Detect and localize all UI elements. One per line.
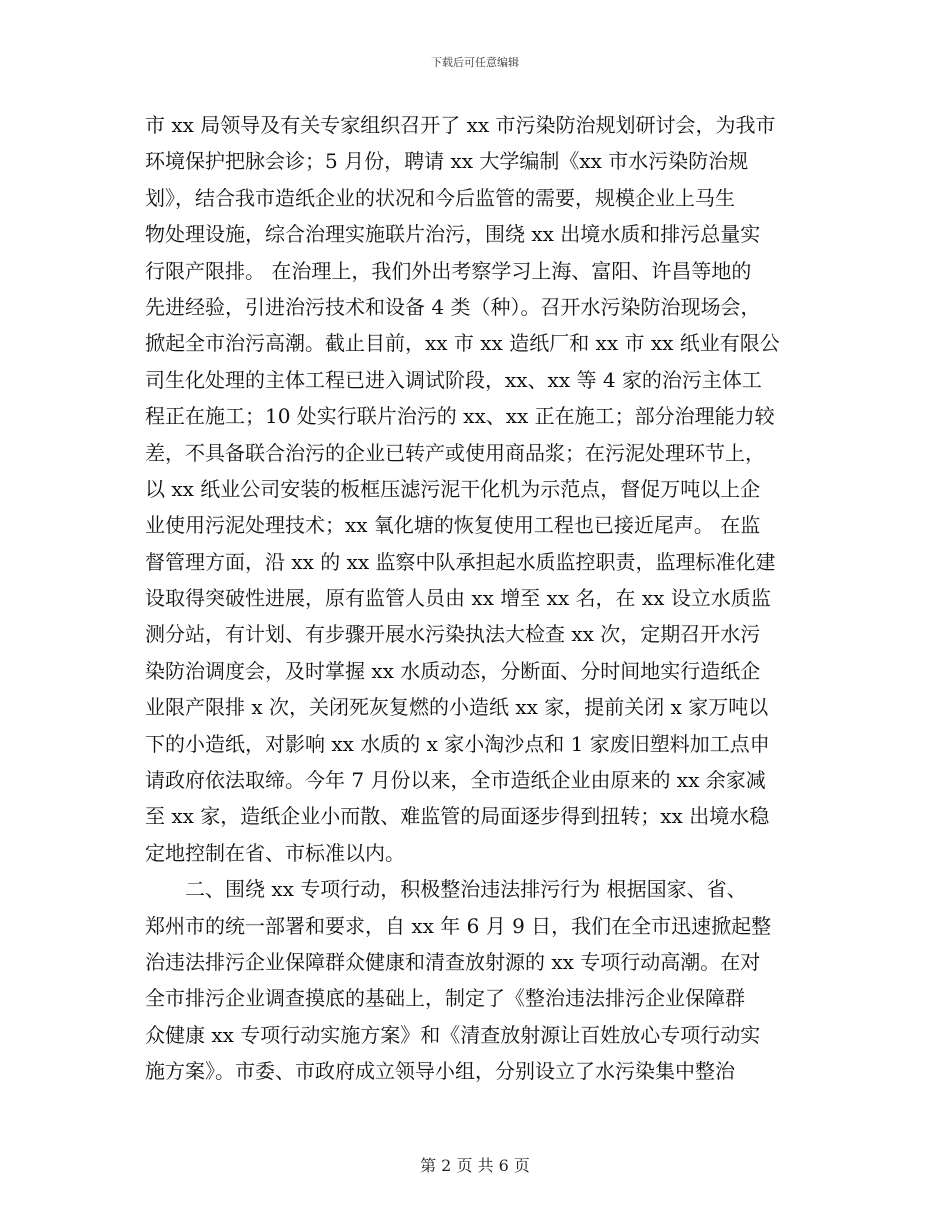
text-line: 业使用污泥处理技术；xx 氧化塘的恢复使用工程也已接近尾声。 在监 bbox=[145, 513, 761, 538]
text-line: 划》，结合我市造纸企业的状况和今后监管的需要，规模企业上马生 bbox=[145, 185, 735, 210]
text-line: 定地控制在省、市标准以内。 bbox=[145, 840, 405, 865]
text-line: 差，不具备联合治污的企业已转产或使用商品浆；在污泥处理环节上， bbox=[145, 440, 765, 465]
text-line: 程正在施工；10 处实行联片治污的 xx、xx 正在施工；部分治理能力较 bbox=[145, 404, 775, 429]
text-line: 治违法排污企业保障群众健康和清查放射源的 xx 专项行动高潮。在对 bbox=[145, 949, 761, 974]
text-line: 下的小造纸，对影响 xx 水质的 x 家小淘沙点和 1 家废旧塑料加工点申 bbox=[145, 731, 770, 756]
text-line: 先进经验，引进治污技术和设备 4 类（种）。召开水污染防治现场会， bbox=[145, 294, 761, 319]
text-line: 二、围绕 xx 专项行动，积极整治违法排污行为 根据国家、省、 bbox=[145, 877, 747, 902]
page-footer: 第 2 页 共 6 页 bbox=[420, 1156, 530, 1175]
text-line: 全市排污企业调查摸底的基础上，制定了《整治违法排污企业保障群 bbox=[145, 986, 745, 1011]
text-line: 测分站，有计划、有步骤开展水污染执法大检查 xx 次，定期召开水污 bbox=[145, 622, 761, 647]
text-line: 请政府依法取缔。今年 7 月份以来，全市造纸企业由原来的 xx 余家减 bbox=[145, 768, 766, 793]
text-line: 业限产限排 x 次，关闭死灰复燃的小造纸 xx 家，提前关闭 x 家万吨以 bbox=[145, 695, 769, 720]
text-line: 司生化处理的主体工程已进入调试阶段，xx、xx 等 4 家的治污主体工 bbox=[145, 367, 762, 392]
text-line: 郑州市的统一部署和要求，自 xx 年 6 月 9 日，我们在全市迅速掀起整 bbox=[145, 913, 772, 938]
text-line: 染防治调度会，及时掌握 xx 水质动态，分断面、分时间地实行造纸企 bbox=[145, 658, 761, 683]
text-line: 掀起全市治污高潮。截止目前，xx 市 xx 造纸厂和 xx 市 xx 纸业有限公 bbox=[145, 331, 780, 356]
text-line: 众健康 xx 专项行动实施方案》和《清查放射源让百姓放心专项行动实 bbox=[145, 1022, 761, 1047]
header-note: 下载后可任意编辑 bbox=[431, 56, 519, 69]
text-line: 施方案》。市委、市政府成立领导小组，分别设立了水污染集中整治 bbox=[145, 1059, 735, 1084]
text-line: 物处理设施，综合治理实施联片治污，围绕 xx 出境水质和排污总量实 bbox=[145, 222, 761, 247]
text-line: 督管理方面，沿 xx 的 xx 监察中队承担起水质监控职责，监理标准化建 bbox=[145, 549, 776, 574]
body-text bbox=[145, 107, 810, 1090]
text-line: 以 xx 纸业公司安装的板框压滤污泥干化机为示范点，督促万吨以上企 bbox=[145, 476, 761, 501]
text-line: 环境保护把脉会诊；5 月份，聘请 xx 大学编制《xx 市水污染防治规 bbox=[145, 149, 749, 174]
text-line: 至 xx 家，造纸企业小而散、难监管的局面逐步得到扭转；xx 出境水稳 bbox=[145, 804, 770, 829]
text-line: 市 xx 局领导及有关专家组织召开了 xx 市污染防治规划研讨会，为我市 bbox=[145, 113, 776, 137]
text-line: 设取得突破性进展，原有监管人员由 xx 增至 xx 名，在 xx 设立水质监 bbox=[145, 586, 771, 611]
text-line: 行限产限排。 在治理上，我们外出考察学习上海、富阳、许昌等地的 bbox=[145, 258, 752, 283]
